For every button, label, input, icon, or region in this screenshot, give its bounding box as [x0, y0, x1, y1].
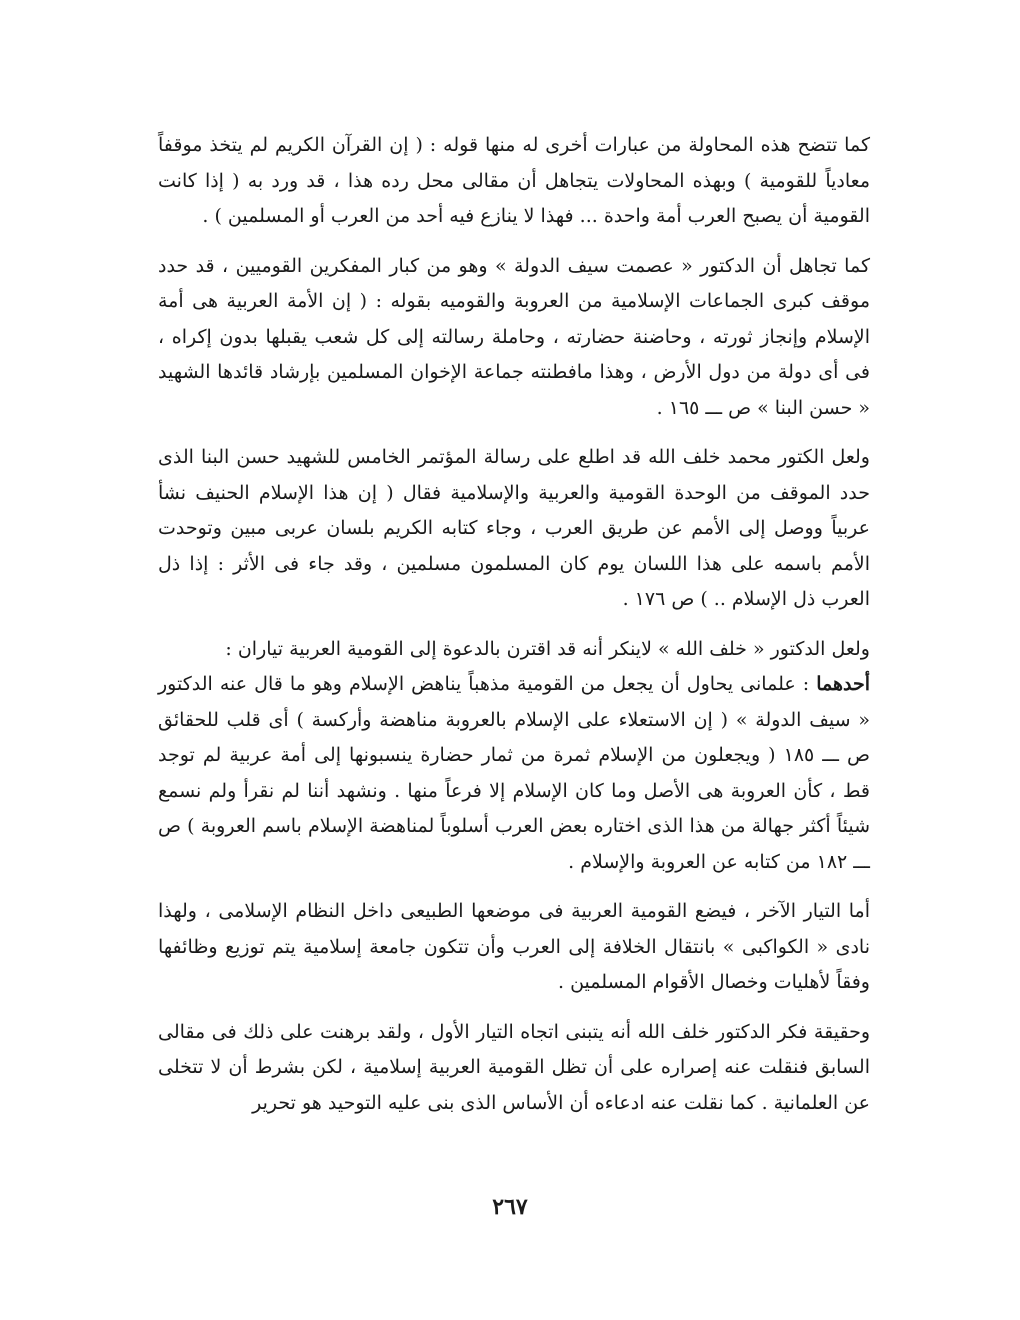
paragraph-4	[158, 632, 870, 668]
paragraph-5	[158, 667, 870, 880]
paragraph-7-text: وحقيقة فكر الدكتور خلف الله أنه يتبنى اتجاه التيار الأول ، ولقد برهنت على ذلك فى مقالى السابق فنقلت عنه إصراره على أن تظل القومية العربية إسلامية ، لكن بشرط أن لا تتخلى عن العلمانية . كما نقلت عنه ادعاءه أن الأساس الذى بنى عليه التوحيد هو تحرير	[158, 1020, 870, 1114]
paragraph-5-text: : علمانى يحاول أن يجعل من القومية مذهباً يناهض الإسلام وهو ما قال عنه الدكتور « سيف الدولة » ( إن الاستعلاء على الإسلام بالعروبة مناهضة وأركسة ) أى قلب للحقائق ص ـــ ١٨٥ ( ويجعلون من الإسلام ثمرة من ثمار حضارة ينسبونها إلى أمة عربية لم توجد قط ، كأن العروبة هى الأصل وما كان الإسلام إلا فرعاً منها . ونشهد أننا لم نقرأ ولم نسمع شيئاً أكثر جهالة من هذا الذى اختاره بعض العرب أسلوباً لمناهضة الإسلام باسم العروبة ) ص ـــ ١٨٢ من كتابه عن العروبة والإسلام .	[158, 673, 871, 873]
page-number: ٢٦٧	[492, 1194, 528, 1220]
paragraph-6-text: أما التيار الآخر ، فيضع القومية العربية فى موضعها الطبيعى داخل النظام الإسلامى ، ولهذا نادى « الكواكبى » بانتقال الخلافة إلى العرب وأن تتكون جامعة إسلامية يتم توزيع وظائفها وفقاً لأهليات وخصال الأقوام المسلمين .	[158, 900, 870, 993]
paragraph-2	[158, 249, 870, 427]
paragraph-4-text: ولعل الدكتور « خلف الله » لاينكر أنه قد اقترن بالدعوة إلى القومية العربية تياران :	[225, 637, 870, 660]
paragraph-5-lead: أحدهما	[816, 673, 870, 695]
paragraph-7	[158, 1015, 870, 1122]
paragraph-1	[158, 128, 870, 235]
paragraph-6	[158, 894, 870, 1001]
paragraph-2-text: كما تجاهل أن الدكتور « عصمت سيف الدولة » وهو من كبار المفكرين القوميين ، قد حدد موقف كبرى الجماعات الإسلامية من العروبة والقوميه بقوله : ( إن الأمة العربية هى أمة الإسلام وإنجاز ثورته ، وحاضنة حضارته ، وحاملة رسالته إلى كل شعب يقبلها بدون إكراه ، فى أى دولة من دول الأرض ، وهذا مافطنته جماعة الإخوان المسلمين بإرشاد قائدها الشهيد « حسن البنا » ص ـــ ١٦٥ .	[158, 254, 870, 419]
body-text	[158, 128, 870, 1121]
paragraph-3	[158, 440, 870, 618]
paragraph-3-text: ولعل الكتور محمد خلف الله قد اطلع على رسالة المؤتمر الخامس للشهيد حسن البنا الذى حدد الموقف من الوحدة القومية والعربية والإسلامية فقال ( إن هذا الإسلام الحنيف نشأ عربياً ووصل إلى الأمم عن طريق العرب ، وجاء كتابه الكريم بلسان عربى مبين وتوحدت الأمم باسمه على هذا اللسان يوم كان المسلمون مسلمين ، وقد جاء فى الأثر : إذا ذل العرب ذل الإسلام .. ) ص ١٧٦ .	[158, 446, 870, 610]
paragraph-1-text: كما تتضح هذه المحاولة من عبارات أخرى له منها قوله : ( إن القرآن الكريم لم يتخذ موقفاً معادياً للقومية ) وبهذه المحاولات يتجاهل أن مقالى محل رده هذا ، قد ورد به ( إذا كانت القومية أن يصبح العرب أمة واحدة ... فهذا لا ينازع فيه أحد من العرب أو المسلمين ) .	[158, 134, 870, 227]
